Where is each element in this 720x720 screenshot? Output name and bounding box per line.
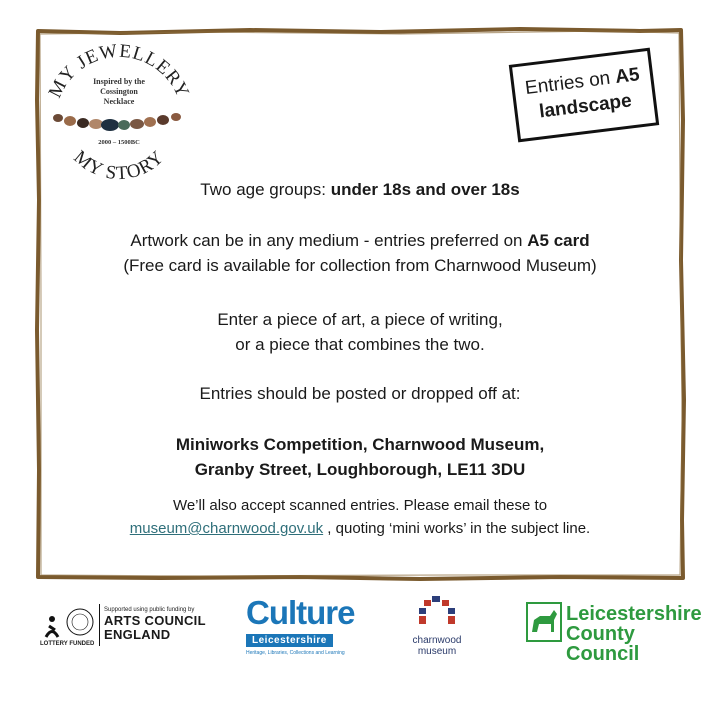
a5-landscape-badge: Entries on A5 landscape <box>509 48 659 143</box>
email-link[interactable]: museum@charnwood.gov.uk <box>129 520 324 537</box>
medium-paragraph: Artwork can be in any medium - entries preferred on A5 card (Free card is available for collection from Charnwood Museum) <box>123 231 597 275</box>
enter-paragraph: Enter a piece of art, a piece of writing, or a piece that combines the two. <box>217 310 503 354</box>
svg-text:Cossington: Cossington <box>100 87 138 96</box>
my-jewellery-logo <box>44 40 194 190</box>
svg-text:Necklace: Necklace <box>103 97 135 106</box>
culture-leicestershire-logo: Culture Leicestershire Heritage, Libraries, Collections and Learning <box>246 594 355 656</box>
scan-paragraph: We’ll also accept scanned entries. Please email these to museum@charnwood.gov.uk , quoting ‘mini works’ in the subject line. <box>129 497 591 537</box>
logo-bottom-text: MY STORY <box>69 146 169 185</box>
svg-text:Inspired by the: Inspired by the <box>93 77 145 86</box>
arts-council-logo: LOTTERY FUNDED Supported using public funding by ARTS COUNCIL ENGLAND <box>40 596 210 658</box>
address-block: Miniworks Competition, Charnwood Museum, Granby Street, Loughborough, LE11 3DU <box>175 435 545 479</box>
logo-top-text: MY JEWELLERY <box>44 40 194 102</box>
posted-line: Entries should be posted or dropped off at: <box>199 384 521 403</box>
leicestershire-county-council-logo: Leicestershire County Council <box>526 596 691 658</box>
age-groups-line: Two age groups: under 18s and over 18s <box>200 180 520 199</box>
necklace-beads <box>53 113 181 131</box>
charnwood-museum-logo: charnwood museum <box>400 596 474 658</box>
svg-text:2000 – 1500BC: 2000 – 1500BC <box>98 139 140 146</box>
